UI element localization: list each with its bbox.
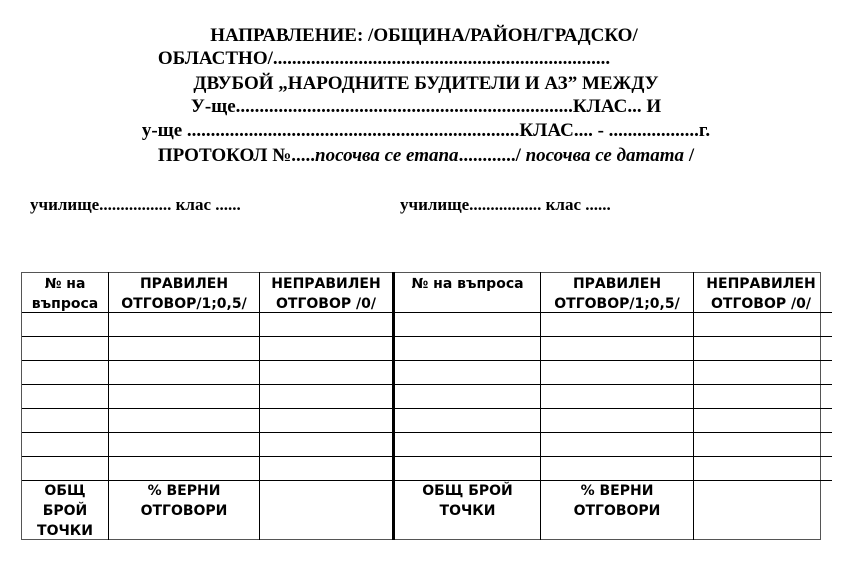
row-divider: [22, 408, 832, 409]
header-question-number-left: № на въпроса: [31, 276, 99, 312]
protocol-end: /: [684, 145, 695, 166]
protocol-label: ПРОТОКОЛ №.....: [157, 145, 316, 166]
header-wrong-right: НЕПРАВИЛЕН ОТГОВОР /0/: [706, 276, 816, 312]
header-wrong-left: НЕПРАВИЛЕН ОТГОВОР /0/: [271, 276, 381, 312]
protocol-dots: ............/: [458, 145, 526, 166]
total-points-left: ОБЩ БРОЙ ТОЧКИ: [37, 483, 93, 539]
title-regional: ОБЛАСТНО/.......................................................................: [157, 48, 611, 69]
header-correct-right: ПРАВИЛЕН ОТГОВОР/1;0,5/: [554, 276, 680, 312]
school-line-1: У-ще.......................................................................КЛАС... И: [190, 96, 662, 117]
row-divider: [22, 384, 832, 385]
row-divider: [22, 360, 832, 361]
row-divider: [22, 432, 832, 433]
title-direction: НАПРАВЛЕНИЕ: /ОБЩИНА/РАЙОН/ГРАДСКО/: [210, 25, 638, 46]
row-divider: [22, 456, 832, 457]
percent-correct-left: % ВЕРНИ ОТГОВОРИ: [140, 483, 228, 519]
stage-note: посочва се етапа: [315, 145, 459, 166]
school-left-label: училище................. клас ......: [30, 195, 241, 214]
school-line-2: у-ще ......................................................................КЛАС.... - ...................г.: [141, 120, 711, 141]
header-correct-left: ПРАВИЛЕН ОТГОВОР/1;0,5/: [121, 276, 247, 312]
total-points-right: ОБЩ БРОЙ ТОЧКИ: [422, 483, 513, 519]
percent-correct-right: % ВЕРНИ ОТГОВОРИ: [573, 483, 661, 519]
title-duel: ДВУБОЙ „НАРОДНИТЕ БУДИТЕЛИ И АЗ” МЕЖДУ: [193, 73, 659, 94]
school-right-label: училище................. клас ......: [400, 195, 611, 214]
protocol-line: [2, 145, 848, 167]
row-divider: [22, 336, 832, 337]
header-question-number-right: № на въпроса: [411, 276, 524, 292]
date-note: посочва се датата: [525, 145, 685, 166]
